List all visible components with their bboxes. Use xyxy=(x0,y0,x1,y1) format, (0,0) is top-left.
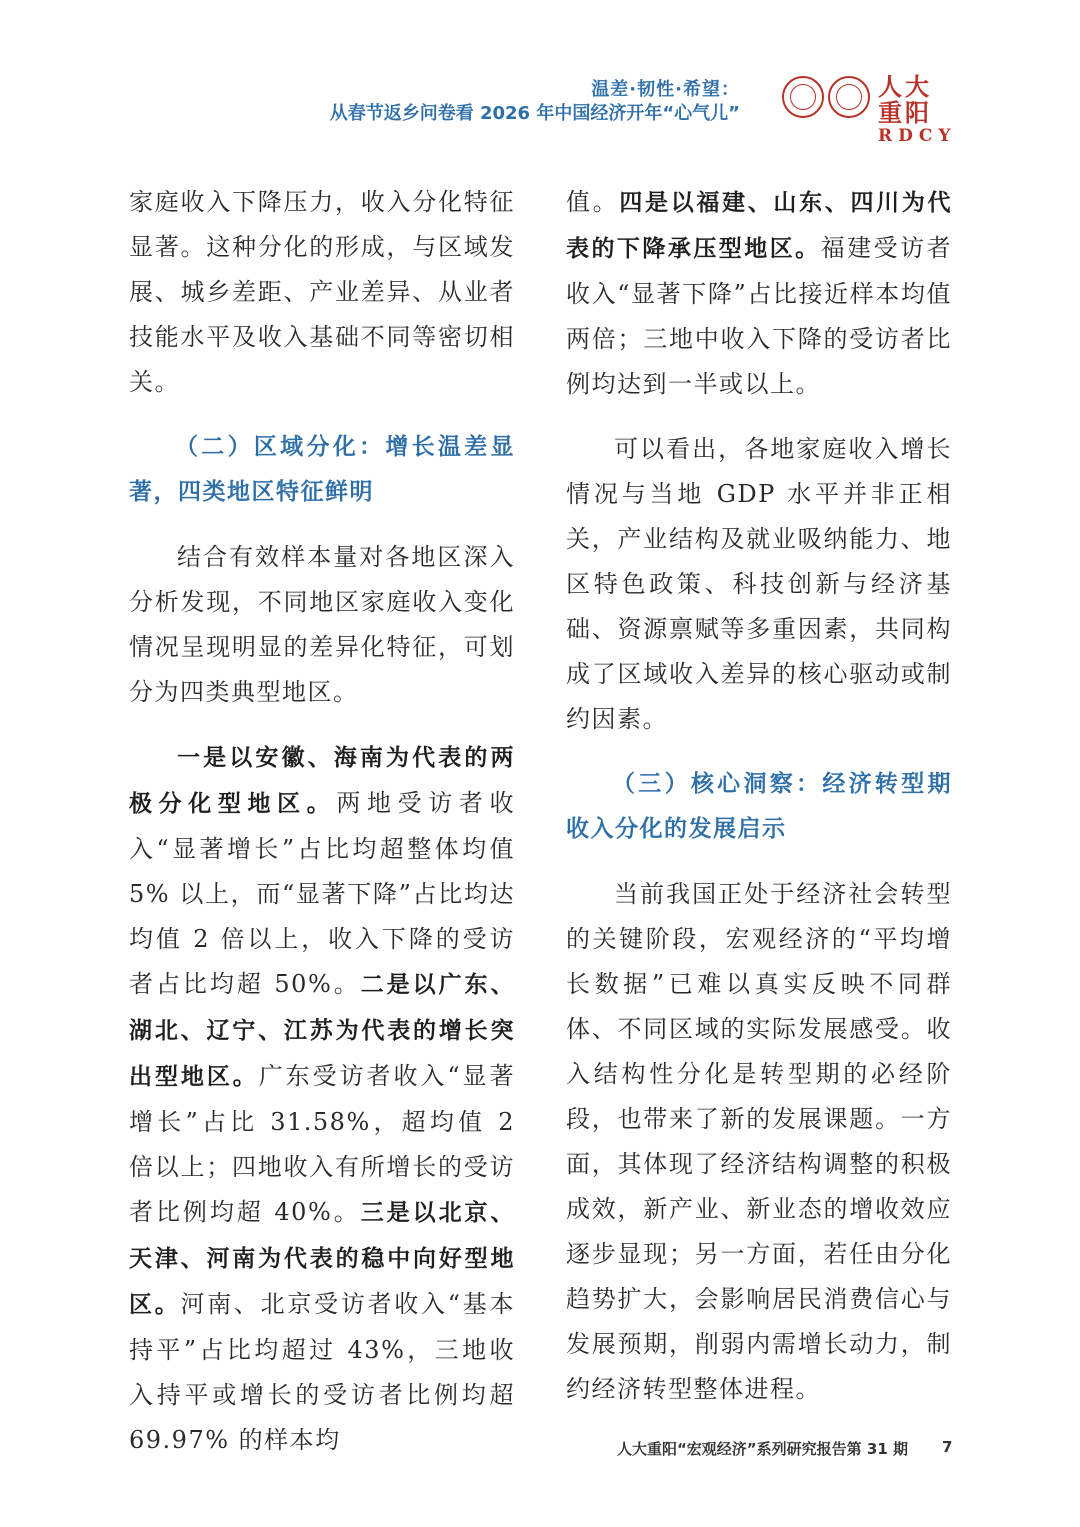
region-type-3: 三是以北京、天津、河南为代表的稳中向好型地区。 xyxy=(129,1200,516,1318)
region-type-2: 二是以广东、湖北、辽宁、江苏为代表的增长突出型地区。 xyxy=(129,972,516,1090)
paragraph xyxy=(129,735,515,1463)
logo-text xyxy=(878,74,957,146)
section-heading-3: （三）核心洞察：经济转型期收入分化的发展启示 xyxy=(566,771,952,842)
region-type-4-detail: 福建受访者收入“显著下降”占比接近样本均值两倍；三地中收入下降的受访者比例均达到一半或以上。 xyxy=(566,234,953,398)
region-type-1: 一是以安徽、海南为代表的两极分化型地区。 xyxy=(129,745,515,817)
logo-english: RDCY xyxy=(878,126,957,146)
paragraph xyxy=(566,180,952,407)
continued-text: 值。 xyxy=(566,188,620,216)
region-type-2-detail: 广东受访者收入“显著增长”占比 31.58%，超均值 2 倍以上；四地收入有所增长的受访者比例均超 40%。 xyxy=(129,1062,516,1226)
region-type-3-detail: 河南、北京受访者收入“基本持平”占比均超过 43%，三地收入持平或增长的受访者比例均超 69.97% 的样本均 xyxy=(129,1290,515,1454)
report-title-line1: 温差·韧性·希望： xyxy=(591,79,740,100)
left-column xyxy=(129,180,515,1463)
paragraph: 可以看出，各地家庭收入增长情况与当地 GDP 水平并非正相关，产业结构及就业吸纳能力、地区特色政策、科技创新与经济基础、资源禀赋等多重因素，共同构成了区域收入差异的核心驱动或制约因素。 xyxy=(566,435,952,733)
series-label: 人大重阳“宏观经济”系列研究报告第 31 期 xyxy=(616,1440,908,1458)
paragraph: 当前我国正处于经济社会转型的关键阶段，宏观经济的“平均增长数据”已难以真实反映不同群体、不同区域的实际发展感受。收入结构性分化是转型期的必经阶段，也带来了新的发展课题。一方面，其体现了经济结构调整的积极成效，新产业、新业态的增收效应逐步显现；另一方面，若任由分化趋势扩大，会影响居民消费信心与发展预期，削弱内需增长动力，制约经济转型整体进程。 xyxy=(566,880,952,1403)
region-type-1-detail: 两地受访者收入“显著增长”占比均超整体均值 5% 以上，而“显著下降”占比均达均值 2 倍以上，收入下降的受访者占比均超 50%。 xyxy=(129,789,515,998)
page-footer xyxy=(0,1436,1080,1460)
report-title-line2: 从春节返乡问卷看 2026 年中国经济开年“心气儿” xyxy=(329,103,740,124)
paragraph: 结合有效样本量对各地区深入分析发现，不同地区家庭收入变化情况呈现明显的差异化特征，可划分为四类典型地区。 xyxy=(129,543,515,706)
page-header xyxy=(0,72,1080,146)
report-title xyxy=(330,78,740,126)
logo-chinese: 人大重阳 xyxy=(878,72,932,127)
paragraph: 家庭收入下降压力，收入分化特征显著。这种分化的形成，与区域发展、城乡差距、产业差异、从业者技能水平及收入基础不同等密切相关。 xyxy=(129,188,515,396)
emblem-icon xyxy=(828,76,870,118)
page-number: 7 xyxy=(942,1438,953,1456)
section-heading-2: （二）区域分化：增长温差显著，四类地区特征鲜明 xyxy=(129,434,515,505)
region-type-4: 四是以福建、山东、四川为代表的下降承压型地区。 xyxy=(566,190,953,262)
seal-icon xyxy=(782,76,824,118)
right-column xyxy=(566,180,952,1412)
